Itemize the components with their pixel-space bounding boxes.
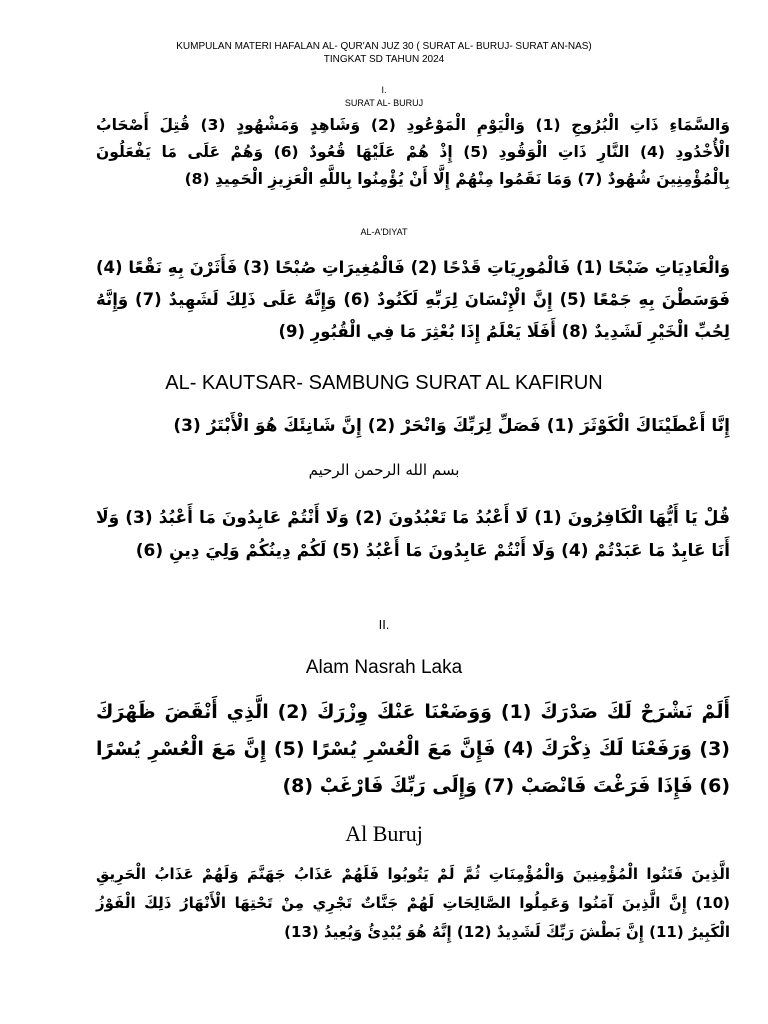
header-subtitle: TINGKAT SD TAHUN 2024 <box>323 54 445 65</box>
surah-al-buruj-continued-text: الَّذِينَ فَتَنُوا الْمُؤْمِنِينَ وَالْمُؤْمِنَاتِ ثُمَّ لَمْ يَتُوبُوا فَلَهُمْ عَذَابُ جَهَنَّمَ وَلَهُمْ عَذَابُ الْحَرِيقِ (10) إِنَّ الَّذِينَ آمَنُوا وَعَمِلُوا الصَّالِحَاتِ لَهُمْ جَنَّاتٌ تَجْرِي مِنْ تَحْتِهَا الْأَنْهَارُ ذَلِكَ الْفَوْزُ الْكَبِيرُ (11) إِنَّ بَطْشَ رَبِّكَ لَشَدِيدٌ (12) إِنَّهُ هُوَ يُبْدِئُ وَيُعِيدُ (13) <box>96 865 730 941</box>
surah-al-kafirun-text: قُلْ يَا أَيُّهَا الْكَافِرُونَ (1) لَا أَعْبُدُ مَا تَعْبُدُونَ (2) وَلَا أَنْتُمْ عَابِدُونَ مَا أَعْبُدُ (3) وَلَا أَنَا عَابِدٌ مَا عَبَدْتُمْ (4) وَلَا أَنْتُمْ عَابِدُونَ مَا أَعْبُدُ (5) لَكُمْ دِينُكُمْ وَلِيَ دِينِ (6) <box>96 508 730 561</box>
surah-al-adiyat-text: وَالْعَادِيَاتِ ضَبْحًا (1) فَالْمُورِيَاتِ قَدْحًا (2) فَالْمُغِيرَاتِ صُبْحًا (3) فَأَثَرْنَ بِهِ نَقْعًا (4) فَوَسَطْنَ بِهِ جَمْعًا (5) إِنَّ الْإِنْسَانَ لِرَبِّهِ لَكَنُودٌ (6) وَإِنَّهُ عَلَى ذَلِكَ لَشَهِيدٌ (7) وَإِنَّهُ لِحُبِّ الْخَيْرِ لَشَدِيدٌ (8) أَفَلَا يَعْلَمُ إِذَا بُعْثِرَ مَا فِي الْقُبُورِ (9) <box>96 258 730 341</box>
surah-al-buruj-continued-heading: Al Buruj <box>345 821 423 846</box>
surah-al-kautsar-text: إِنَّا أَعْطَيْنَاكَ الْكَوْثَرَ (1) فَصَلِّ لِرَبِّكَ وَانْحَرْ (2) إِنَّ شَانِئَكَ هُوَ الْأَبْتَرُ (3) <box>173 416 730 436</box>
part-two-numeral: II. <box>378 617 390 632</box>
basmala: بسم الله الرحمن الرحيم <box>308 461 460 479</box>
surah-al-adiyat-heading: AL-A'DIYAT <box>360 227 408 237</box>
surah-al-buruj-text: وَالسَّمَاءِ ذَاتِ الْبُرُوجِ (1) وَالْيَوْمِ الْمَوْعُودِ (2) وَشَاهِدٍ وَمَشْهُودٍ (3) قُتِلَ أَصْحَابُ الْأُخْدُودِ (4) النَّارِ ذَاتِ الْوَقُودِ (5) إِذْ هُمْ عَلَيْهَا قُعُودٌ (6) وَهُمْ عَلَى مَا يَفْعَلُونَ بِالْمُؤْمِنِينَ شُهُودٌ (7) وَمَا نَقَمُوا مِنْهُمْ إِلَّا أَنْ يُؤْمِنُوا بِاللَّهِ الْعَزِيزِ الْحَمِيدِ (8) <box>96 116 730 188</box>
surah-al-buruj-heading: SURAT AL- BURUJ <box>344 98 424 108</box>
surah-al-kautsar-heading: AL- KAUTSAR- SAMBUNG SURAT AL KAFIRUN <box>165 372 603 394</box>
surah-al-insyirah-text: أَلَمْ نَشْرَحْ لَكَ صَدْرَكَ (1) وَوَضَعْنَا عَنْكَ وِزْرَكَ (2) الَّذِي أَنْقَضَ ظَهْرَكَ (3) وَرَفَعْنَا لَكَ ذِكْرَكَ (4) فَإِنَّ مَعَ الْعُسْرِ يُسْرًا (5) إِنَّ مَعَ الْعُسْرِ يُسْرًا (6) فَإِذَا فَرَغْتَ فَانْصَبْ (7) وَإِلَى رَبِّكَ فَارْغَبْ (8) <box>96 701 731 797</box>
document-header <box>0 40 768 66</box>
part-one-numeral: I. <box>381 85 387 95</box>
surah-al-insyirah-heading: Alam Nasrah Laka <box>305 657 463 678</box>
header-title: KUMPULAN MATERI HAFALAN AL- QUR'AN JUZ 30 ( SURAT AL- BURUJ- SURAT AN-NAS) <box>176 41 592 52</box>
